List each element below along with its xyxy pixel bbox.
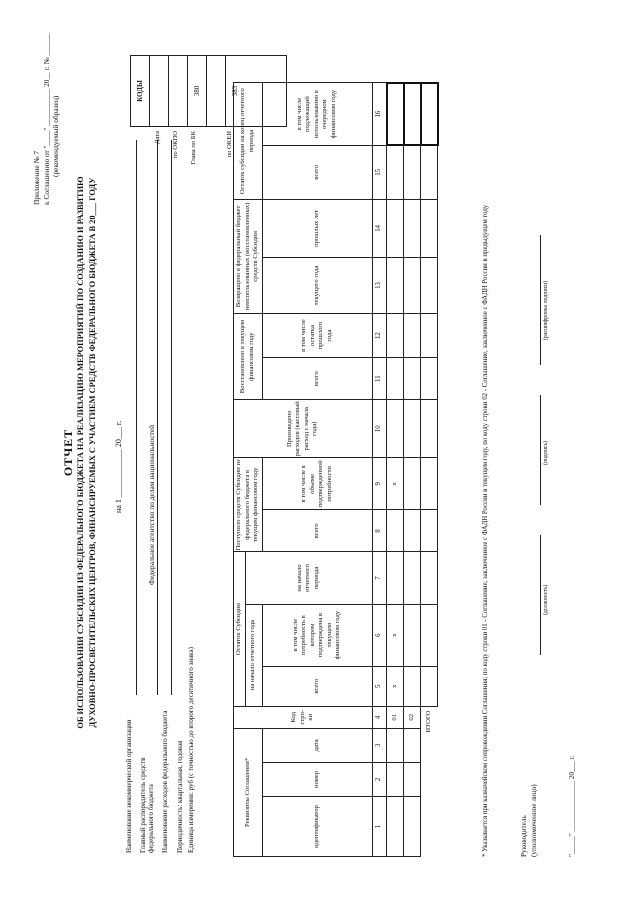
th-date: дата — [262, 728, 372, 762]
col-num: 3 — [372, 728, 387, 762]
col-num: 14 — [372, 199, 387, 257]
th-restored-remainder: в том числе остатка прошлого года — [262, 314, 372, 358]
appendix-line2: к Соглашению от "____" __________ 20__ г. № ______ — [41, 33, 51, 205]
code-label-date: Дата — [154, 131, 161, 145]
th-balance: Остаток Субсидии — [234, 552, 246, 706]
code-label-okei: по ОКЕИ — [226, 131, 233, 158]
field-org-label: Наименование некоммерческой организации — [125, 719, 133, 853]
th-restored: Восстановлено в текущем финансовом году — [234, 314, 263, 400]
th-received-total: всего — [262, 510, 372, 552]
code-label-bk: Глава по БК — [190, 131, 197, 165]
title-sub1: ОБ ИСПОЛЬЗОВАНИИ СУБСИДИИ ИЗ ФЕДЕРАЛЬНОГО БЮДЖЕТА НА РЕАЛИЗАЦИЮ МЕРОПРИЯТИЙ ПО СОЗДАНИЮ И РАЗВИТИЮ — [75, 176, 85, 729]
head-label: Руководитель — [520, 815, 528, 857]
th-number: номер — [262, 762, 372, 796]
th-restored-total: всего — [262, 358, 372, 400]
col-num: 10 — [372, 400, 387, 458]
th-end-need: в том числе подлежащий использованию в очередном финансовом году — [262, 83, 372, 145]
total-row — [421, 83, 438, 857]
col-num: 13 — [372, 257, 387, 313]
col-num: 11 — [372, 358, 387, 400]
code-blank — [207, 56, 226, 126]
caption-position: (должность) — [543, 584, 549, 615]
th-returned: Возвращено в федеральный бюджет неиспользованных (восстановленных) средств Субсидии — [234, 199, 263, 313]
row-code: 01 — [387, 706, 404, 728]
col-num: 12 — [372, 314, 387, 358]
title-sub2: ДУХОВНО-ПРОСВЕТИТЕЛЬСКИХ ЦЕНТРОВ, ФИНАНСИРУЕМЫХ С УЧАСТИЕМ СРЕДСТВ ФЕДЕРАЛЬНОГО БЮДЖЕТА В 20___ ГОДУ — [88, 177, 97, 728]
col-num: 5 — [372, 666, 387, 706]
agency-name: Федеральное агентство по делам национальностей — [147, 424, 156, 585]
th-start-year: на начало отчетного года — [245, 604, 262, 706]
date-line: "_____" ______________ 20___ г. — [568, 755, 576, 857]
subsidy-table — [233, 82, 439, 857]
col-num: 9 — [372, 458, 387, 510]
col-num: 4 — [372, 706, 387, 728]
col-num: 15 — [372, 145, 387, 199]
field-manager-label-2: федерального бюджета — [147, 784, 155, 853]
table-row — [404, 83, 421, 857]
field-manager-label: Главный распорядитель средств — [139, 757, 147, 853]
cell-x: х — [387, 458, 404, 510]
report-period: на 1 ____________ 20___ г. — [114, 420, 123, 513]
code-date — [150, 56, 169, 126]
caption-signature: (подпись) — [543, 440, 549, 465]
appendix-note — [32, 5, 61, 205]
th-end-balance: Остаток субсидии на конец отчетного периода — [234, 83, 263, 199]
code-okei: 383 — [231, 85, 239, 97]
th-identifier: идентификатор — [262, 796, 372, 856]
th-confirmed: в том числе в объеме подтвержденной потребности — [262, 458, 372, 510]
field-periodicity-label: Периодичность: квартальная, годовая — [176, 740, 184, 853]
th-balance-total: всего — [262, 666, 372, 706]
table-row — [387, 83, 404, 857]
th-past-years: прошлых лет — [262, 199, 372, 257]
col-num: 6 — [372, 604, 387, 666]
col-num: 16 — [372, 83, 387, 145]
report-title — [62, 0, 100, 905]
caption-decode: (расшифровка подписи) — [543, 280, 549, 340]
appendix-line3: (рекомендуемый образец) — [51, 95, 60, 177]
th-requisites: Реквизиты Соглашения* — [234, 728, 263, 856]
col-num: 7 — [372, 552, 387, 604]
th-received: Поступило средств Субсидии из федерального бюджета в текущем финансовом году — [234, 458, 263, 552]
th-current-year: текущего года — [262, 257, 372, 313]
col-num: 1 — [372, 796, 387, 856]
th-need: в том числе потребность в котором подтверждена в текущем финансовом году — [262, 604, 372, 666]
total-label: ИТОГО — [425, 710, 432, 733]
field-unit-label: Единица измерения: руб (с точностью до второго десятичного знака) — [187, 647, 195, 853]
code-okpo — [169, 56, 188, 126]
th-spent: Произведено расходов (кассовый расход с начала года) — [234, 400, 373, 458]
th-start-period: на начало отчетного периода — [245, 552, 372, 604]
row-code: 02 — [404, 706, 421, 728]
cell-x: х — [387, 666, 404, 706]
head-label-2: (уполномоченное лицо) — [530, 784, 538, 857]
col-num: 2 — [372, 762, 387, 796]
code-bk: 380 — [188, 56, 207, 126]
th-code: Код стро-ки — [234, 706, 373, 728]
code-label-okpo: по ОКПО — [172, 131, 179, 159]
codes-header: КОДЫ — [131, 56, 150, 126]
th-end-total: всего — [262, 145, 372, 199]
col-num: 8 — [372, 510, 387, 552]
cell-x: х — [387, 604, 404, 666]
appendix-line1: Приложение № 7 — [32, 150, 41, 205]
field-expense-label: Наименование расходов федерального бюджета — [161, 710, 169, 853]
title-main: ОТЧЕТ — [61, 428, 75, 477]
footnote: * Указывается при казначейском сопровождении Соглашения; по коду строки 01 - Соглашение, заключенное с ФАДН России в текущем году, по коду строки 02 - Соглашение, заключенное с ФАДН России в предыдущем году — [482, 204, 489, 857]
